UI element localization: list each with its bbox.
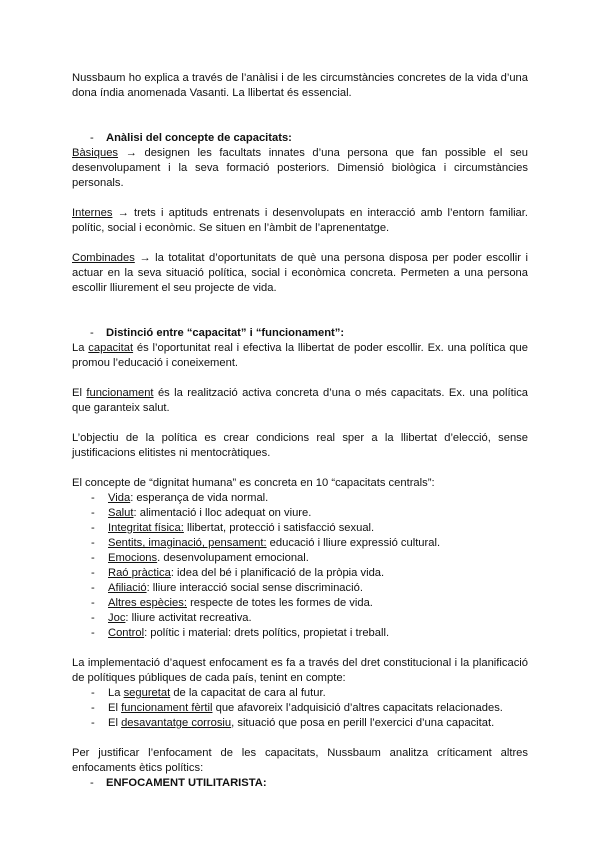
paragraph-implementacio: La implementació d’aquest enfocament es fa a través del dret constitucional i la planificació de polítiques públiques de cada país, tenint en compte: xyxy=(72,657,528,684)
text: : idea del bé i planificació de la pròpia vida. xyxy=(170,567,385,579)
list-item: - Joc: lliure activitat recreativa. xyxy=(91,612,252,624)
term: Integritat física: xyxy=(108,522,184,534)
term: Altres espècies: xyxy=(108,597,187,609)
term: funcionament fèrtil xyxy=(121,702,213,714)
document-page xyxy=(72,71,528,791)
term: Combinades xyxy=(72,252,135,264)
list-item: - Afiliació: lliure interacció social sense discriminació. xyxy=(91,582,363,594)
term: Salut xyxy=(108,507,134,519)
term: Vida xyxy=(108,492,131,504)
term: Emocions xyxy=(108,552,158,564)
text: . desenvolupament emocional. xyxy=(157,552,309,564)
list-item: - Vida: esperança de vida normal. xyxy=(91,492,269,504)
text: El xyxy=(72,387,87,399)
list-item: - Altres espècies: respecte de totes les formes de vida. xyxy=(91,597,373,609)
paragraph-capacitat xyxy=(72,341,528,371)
text: educació i lliure expressió cultural. xyxy=(266,537,441,549)
list-item: - Raó pràctica: idea del bé i planificació de la pròpia vida. xyxy=(91,567,385,579)
text: La xyxy=(72,342,89,354)
term: Sentits, imaginació, pensament: xyxy=(108,537,267,549)
list-item: - Integritat física: llibertat, protecció i satisfacció sexual. xyxy=(91,522,375,534)
text: El xyxy=(108,702,122,714)
paragraph-objectiu: L’objectiu de la política es crear condicions real sper a la llibertat d’elecció, sense justificacions elitistes ni mentocràtiques. xyxy=(72,432,528,459)
text: respecte de totes les formes de vida. xyxy=(186,597,373,609)
definition-internes xyxy=(72,206,528,236)
text: que afavoreix l’adquisició d’altres capacitats relacionades. xyxy=(212,702,503,714)
list-item: - Emocions. desenvolupament emocional. xyxy=(91,552,309,564)
text: llibertat, protecció i satisfacció sexual. xyxy=(183,522,375,534)
paragraph-dignitat: El concepte de “dignitat humana” es concreta en 10 “capacitats centrals”: xyxy=(72,477,435,489)
intro-paragraph: Nussbaum ho explica a través de l’anàlisi i de les circumstàncies concretes de la vida d’una dona índia anomenada Vasanti. La llibertat és essencial. xyxy=(72,72,528,99)
section-heading-utilitarista xyxy=(72,776,528,791)
text: de la capacitat de cara al futur. xyxy=(170,687,326,699)
definition-basiques xyxy=(72,146,528,191)
list-item: - Salut: alimentació i lloc adequat on viure. xyxy=(91,507,312,519)
list-criteris xyxy=(72,686,528,731)
definition-text: → la totalitat d’oportunitats de què una persona disposa per poder escollir i actuar en la seva situació política, social i econòmica concreta. Permeten a una persona escollir lliurement el seu projecte de vida. xyxy=(72,252,528,294)
list-item: - El funcionament fèrtil que afavoreix l’adquisició d’altres capacitats relacionades. xyxy=(91,702,503,714)
term: Bàsiques xyxy=(72,147,119,159)
text: és la realització activa concreta d’una o més capacitats. Ex. una política que garanteix salut. xyxy=(72,387,529,414)
section-heading-capacitats xyxy=(72,131,528,146)
term: Joc xyxy=(108,612,126,624)
section-title: ENFOCAMENT UTILITARISTA: xyxy=(106,777,267,789)
text: és l’oportunitat real i efectiva la llibertat de poder escollir. Ex. una política que promou l’educació i coneixement. xyxy=(72,342,528,369)
bullet-dash: - xyxy=(90,777,94,789)
text: El xyxy=(108,717,122,729)
term: Afiliació xyxy=(108,582,147,594)
text: La xyxy=(108,687,124,699)
definition-text: → designen les facultats innates d’una persona que fan possible el seu desenvolupament i la seva formació posteriors. Dimensió biològica i circumstàncies personals. xyxy=(72,147,528,189)
term: Raó pràctica xyxy=(108,567,171,579)
list-item: - Control: polític i material: drets polítics, propietat i treball. xyxy=(91,627,390,639)
text: : lliure interacció social sense discriminació. xyxy=(146,582,363,594)
paragraph-justificar: Per justificar l’enfocament de les capacitats, Nussbaum analitza críticament altres enfocaments ètics polítics: xyxy=(72,747,528,774)
term: desavantatge corrosiu xyxy=(121,717,232,729)
bullet-dash: - xyxy=(90,132,94,144)
list-item: - Sentits, imaginació, pensament: educació i lliure expressió cultural. xyxy=(91,537,441,549)
list-item: - La seguretat de la capacitat de cara al futur. xyxy=(91,687,326,699)
section-title: Anàlisi del concepte de capacitats: xyxy=(106,132,292,144)
term: Internes xyxy=(72,207,113,219)
paragraph-funcionament xyxy=(72,386,528,416)
definition-text: → trets i aptituds entrenats i desenvolupats en interacció amb l’entorn familiar. polític, social i econòmic. Se situen en l’àmbit de l’aprenentatge. xyxy=(72,207,528,234)
text: : polític i material: drets polítics, propietat i treball. xyxy=(144,627,390,639)
term: funcionament xyxy=(86,387,154,399)
list-capacitats-centrals xyxy=(72,491,528,641)
section-title: Distinció entre “capacitat” i “funcionament”: xyxy=(106,327,345,339)
term: seguretat xyxy=(123,687,171,699)
text: : alimentació i lloc adequat on viure. xyxy=(133,507,312,519)
bullet-dash: - xyxy=(90,327,94,339)
term: Control xyxy=(108,627,145,639)
section-heading-distincio xyxy=(72,326,528,341)
text: : esperança de vida normal. xyxy=(130,492,269,504)
text: : lliure activitat recreativa. xyxy=(125,612,252,624)
list-item: - El desavantatge corrosiu, situació que posa en perill l’exercici d’una capacitat. xyxy=(91,717,495,729)
definition-combinades xyxy=(72,251,528,296)
term: capacitat xyxy=(88,342,134,354)
text: , situació que posa en perill l’exercici d’una capacitat. xyxy=(231,717,495,729)
